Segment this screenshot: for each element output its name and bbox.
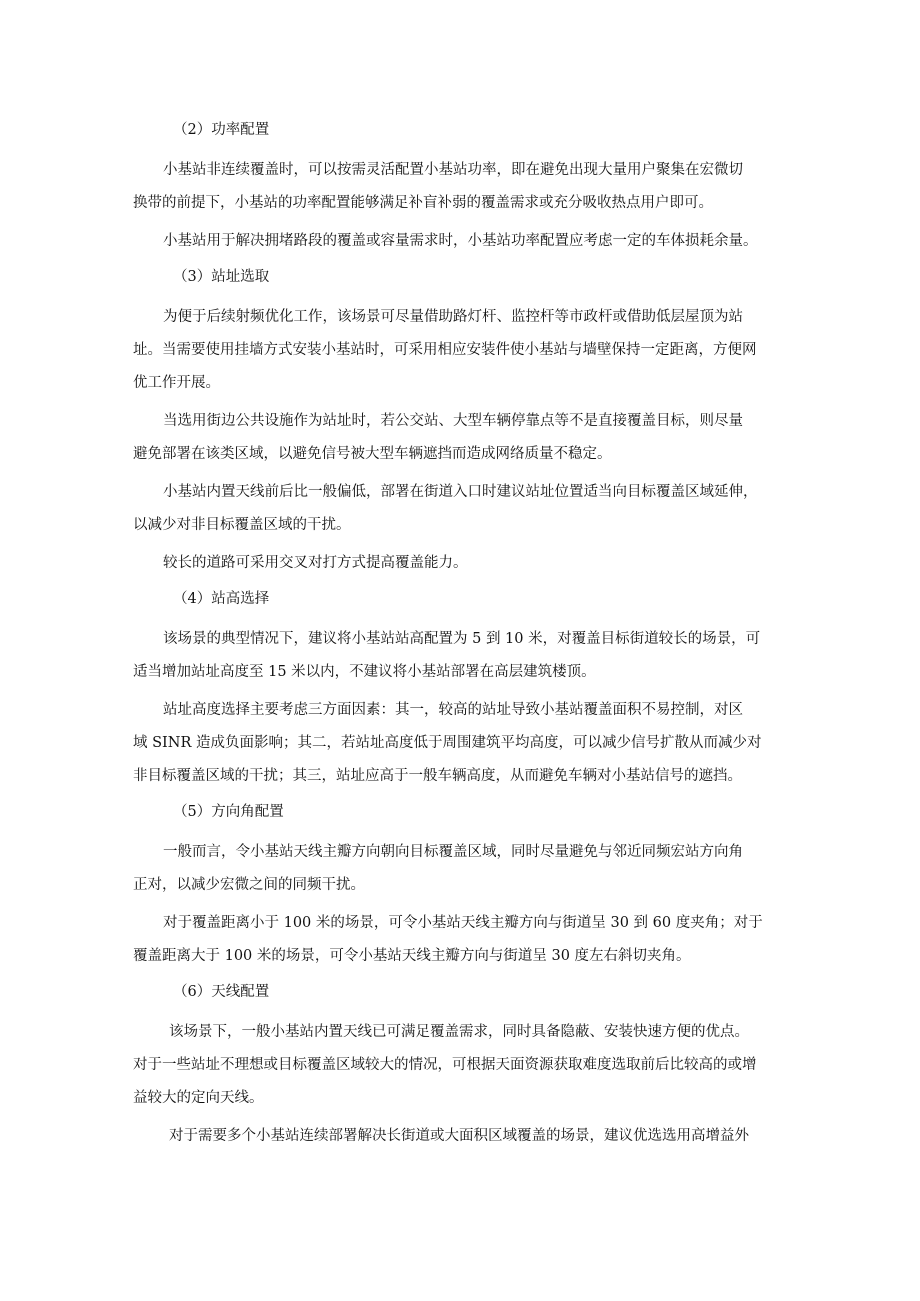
paragraph-line: 避免部署在该类区域，以避免信号被大型车辆遮挡而造成网络质量不稳定。 <box>133 446 612 462</box>
paragraph-line: 以减少对非目标覆盖区域的干扰。 <box>133 517 351 533</box>
section-heading-antenna: （6）天线配置 <box>173 984 270 1000</box>
paragraph <box>133 907 805 973</box>
paragraph <box>133 1016 805 1115</box>
paragraph-line: 非目标覆盖区域的干扰；其三，站址应高于一般车辆高度，从而避免车辆对小基站信号的遮挡。 <box>133 768 742 784</box>
paragraph <box>133 694 805 793</box>
paragraph-line: 小基站用于解决拥堵路段的覆盖或容量需求时，小基站功率配置应考虑一定的车体损耗余量。 <box>163 233 758 249</box>
paragraph-line: 该场景下，一般小基站内置天线已可满足覆盖需求，同时具备隐蔽、安装快速方便的优点。 <box>169 1024 749 1040</box>
paragraph <box>133 476 805 542</box>
paragraph-line: 换带的前提下，小基站的功率配置能够满足补盲补弱的覆盖需求或充分吸收热点用户即可。 <box>133 195 713 211</box>
paragraph-line: 小基站内置天线前后比一般偏低，部署在街道入口时建议站址位置适当向目标覆盖区域延伸， <box>163 484 758 500</box>
paragraph-line: 对于覆盖距离小于 100 米的场景，可令小基站天线主瓣方向与街道呈 30 到 60 度夹角；对于 <box>163 915 763 931</box>
paragraph <box>133 154 805 220</box>
document-body <box>133 116 805 1158</box>
paragraph-line: 站址高度选择主要考虑三方面因素：其一，较高的站址导致小基站覆盖面积不易控制，对区 <box>163 702 743 718</box>
paragraph-line: 当选用街边公共设施作为站址时，若公交站、大型车辆停靠点等不是直接覆盖目标，则尽量 <box>163 413 743 429</box>
paragraph <box>133 1120 805 1153</box>
paragraph-line: 为便于后续射频优化工作，该场景可尽量借助路灯杆、监控杆等市政杆或借助低层屋顶为站 <box>163 309 743 325</box>
paragraph-line: 域 SINR 造成负面影响；其二，若站址高度低于周围建筑平均高度，可以减少信号扩散从而减少对 <box>133 735 762 751</box>
paragraph-line: 小基站非连续覆盖时，可以按需灵活配置小基站功率，即在避免出现大量用户聚集在宏微切 <box>163 162 743 178</box>
paragraph <box>133 405 805 471</box>
paragraph <box>133 301 805 400</box>
section-heading-site-selection: （3）站址选取 <box>173 269 270 285</box>
section-heading-site-height: （4）站高选择 <box>173 591 270 607</box>
paragraph-line: 该场景的典型情况下，建议将小基站站高配置为 5 到 10 米，对覆盖目标街道较长的场景，可 <box>163 631 761 647</box>
paragraph-line: 址。当需要使用挂墙方式安装小基站时，可采用相应安装件使小基站与墙壁保持一定距离，方便网 <box>133 342 757 358</box>
paragraph-line: 适当增加站址高度至 15 米以内，不建议将小基站部署在高层建筑楼顶。 <box>133 664 596 680</box>
section-heading-power: （2）功率配置 <box>173 122 270 138</box>
paragraph-line: 覆盖距离大于 100 米的场景，可令小基站天线主瓣方向与街道呈 30 度左右斜切夹角。 <box>133 948 691 964</box>
paragraph-line: 对于需要多个小基站连续部署解决长街道或大面积区域覆盖的场景，建议优选选用高增益外 <box>169 1128 749 1144</box>
paragraph <box>133 836 805 902</box>
paragraph-line: 益较大的定向天线。 <box>133 1090 264 1106</box>
paragraph-line: 一般而言，令小基站天线主瓣方向朝向目标覆盖区域，同时尽量避免与邻近同频宏站方向角 <box>163 844 743 860</box>
paragraph-line: 较长的道路可采用交叉对打方式提高覆盖能力。 <box>163 555 468 571</box>
paragraph <box>133 623 805 689</box>
paragraph-line: 正对，以减少宏微之间的同频干扰。 <box>133 877 365 893</box>
paragraph-line: 对于一些站址不理想或目标覆盖区域较大的情况，可根据天面资源获取难度选取前后比较高的或增 <box>133 1057 757 1073</box>
section-heading-azimuth: （5）方向角配置 <box>173 804 284 820</box>
paragraph-line: 优工作开展。 <box>133 375 220 391</box>
paragraph <box>133 225 805 258</box>
paragraph <box>133 547 805 580</box>
